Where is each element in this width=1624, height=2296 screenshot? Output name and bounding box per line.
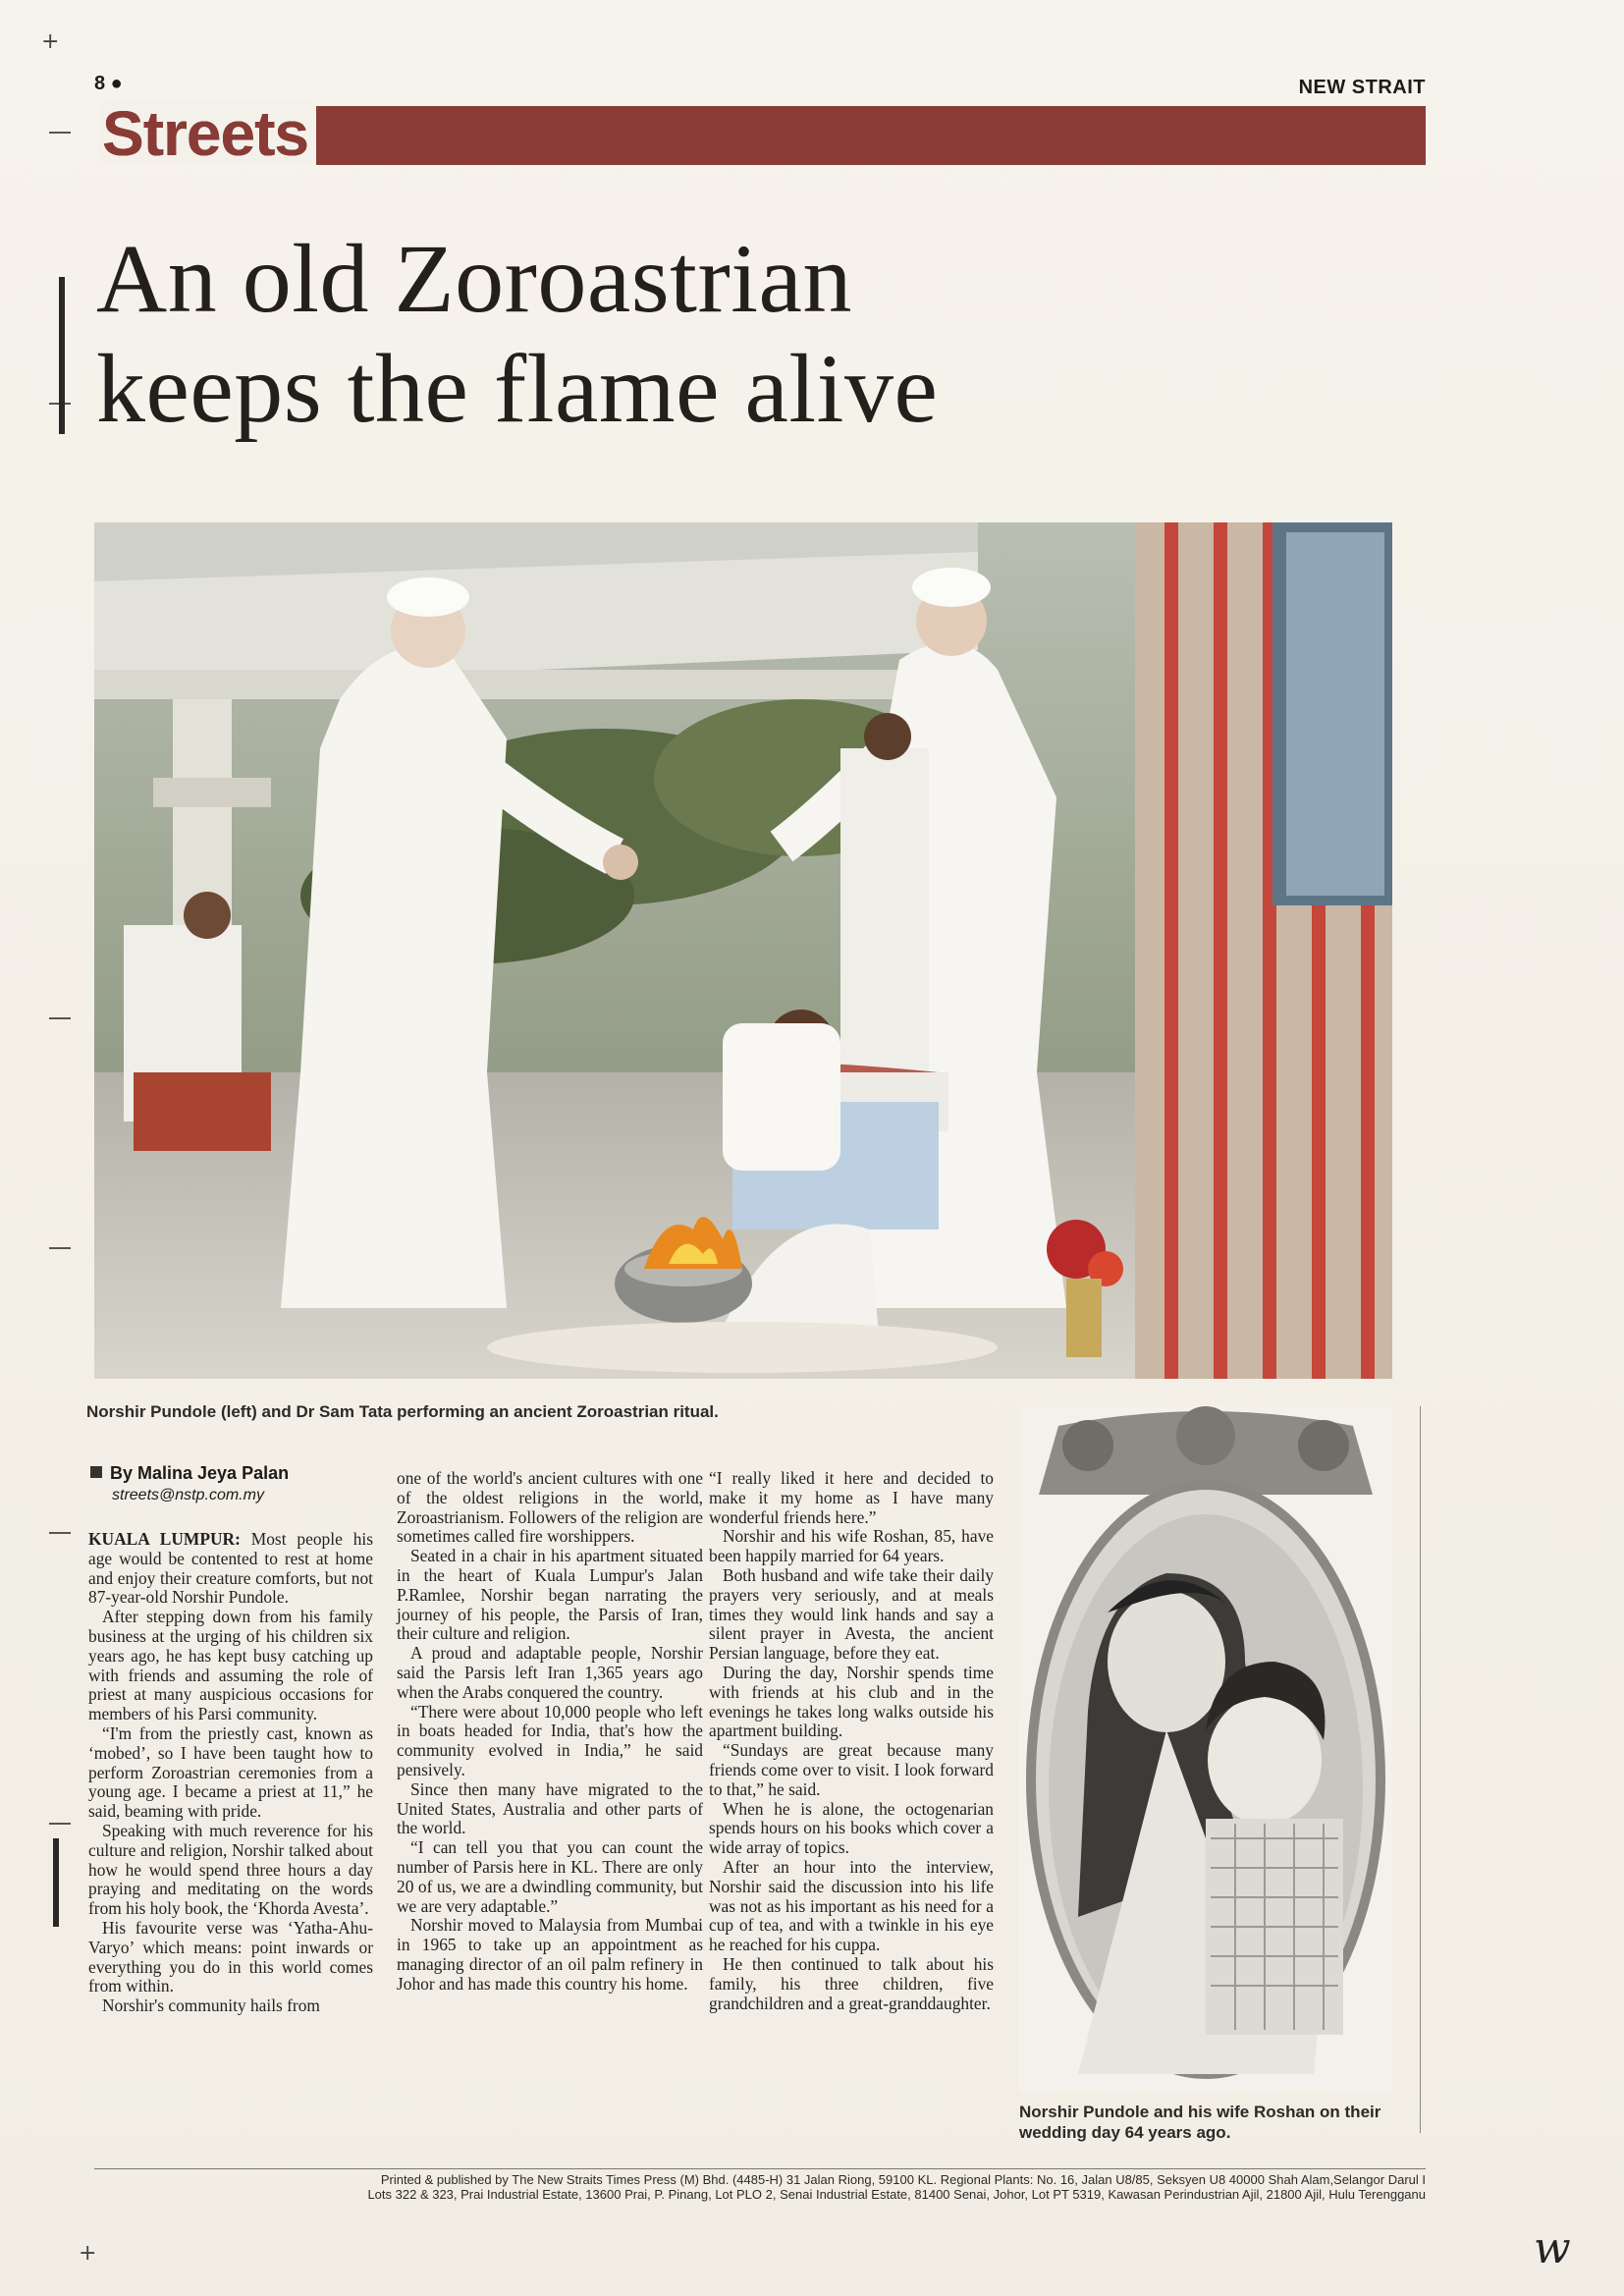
edge-mark xyxy=(49,1823,71,1825)
paragraph: A proud and adaptable people, Norshir said the Parsis left Iran 1,365 years ago when the Arabs conquered the country. xyxy=(397,1643,703,1702)
paragraph: Norshir moved to Malaysia from Mumbai in 1965 to take up an appointment as managing director of an oil palm refinery in Johor and has made this country his home. xyxy=(397,1915,703,1994)
wedding-photo-illustration xyxy=(1019,1406,1392,2092)
binding-mark xyxy=(59,277,65,434)
paragraph: He then continued to talk about his family, his three children, five grandchildren and a great-granddaughter. xyxy=(709,1953,994,2013)
ritual-photo xyxy=(94,522,1392,1379)
section-title: Streets xyxy=(98,102,316,165)
paragraph: “I can tell you that you can count the number of Parsis here in KL. There are only 20 of us, we are a dwindling community, but we are very adaptable.” xyxy=(397,1837,703,1916)
crop-mark-icon: + xyxy=(41,29,60,54)
paragraph: “I really liked it here and decided to make it my home as I have many wonderful friends here.” xyxy=(709,1468,994,1527)
edge-mark xyxy=(49,1247,71,1249)
edge-mark xyxy=(49,132,71,134)
edge-mark xyxy=(49,1017,71,1019)
author-email: streets@nstp.com.my xyxy=(112,1487,264,1503)
paragraph: “I'm from the priestly cast, known as ‘mobed’, so I have been taught how to perform Zoroastrian ceremonies from a young age. I became a priest at 11,” he said, beaming with pride. xyxy=(88,1722,373,1822)
paragraph: His favourite verse was ‘Yatha-Ahu-Varyo’ which means: point inwards or everything you do in this world comes from within. xyxy=(88,1917,373,1996)
paragraph: KUALA LUMPUR: Most people his age would be contented to rest at home and enjoy their creature comforts, but not 87-year-old Norshir Pundole. xyxy=(88,1529,373,1608)
paragraph: Both husband and wife take their daily prayers very seriously, and at meals times they would link hands and say a silent prayer in Avesta, the ancient Persian language, before they eat. xyxy=(709,1564,994,1664)
paragraph: During the day, Norshir spends time with friends at his club and in the evenings he takes long walks outside his apartment building. xyxy=(709,1662,994,1741)
article-column-3 xyxy=(709,1469,994,2013)
dateline: KUALA LUMPUR: xyxy=(88,1529,241,1549)
paragraph: “There were about 10,000 people who left in boats headed for India, that's how the community evolved in India,” he said pensively. xyxy=(397,1701,703,1779)
crop-mark-icon: + xyxy=(79,2241,97,2266)
headline: An old Zoroastrian keeps the flame alive xyxy=(96,224,939,443)
column-rule xyxy=(1420,1406,1421,2133)
paragraph: Speaking with much reverence for his culture and religion, Norshir talked about how he would spend three hours a day praying and meditating on the words from his holy book, the ‘Khorda Avesta’. xyxy=(88,1820,373,1919)
photo-caption: Norshir Pundole (left) and Dr Sam Tata performing an ancient Zoroastrian ritual. xyxy=(86,1402,719,1421)
printer-footer xyxy=(147,2172,1426,2202)
footer-rule xyxy=(94,2168,1426,2169)
paragraph: After an hour into the interview, Norshir said the discussion into his life was not as his important as his need for a cup of tea, and with a twinkle in his eye he reached for his cuppa. xyxy=(709,1856,994,1955)
paragraph: “Sundays are great because many friends come over to visit. I look forward to that,” he said. xyxy=(709,1740,994,1799)
handwritten-annotation: w xyxy=(1534,2223,1571,2273)
wedding-photo-caption: Norshir Pundole and his wife Roshan on their wedding day 64 years ago. xyxy=(1019,2103,1381,2142)
paragraph: one of the world's ancient cultures with one of the oldest religions in the world, Zoroastrianism. Followers of the religion are sometimes called fire worshippers. xyxy=(397,1468,703,1547)
ritual-photo-illustration xyxy=(94,522,1392,1379)
paragraph: Since then many have migrated to the United States, Australia and other parts of the world. xyxy=(397,1778,703,1838)
paragraph: Norshir's community hails from xyxy=(102,1995,320,2016)
paragraph: After stepping down from his family business at the urging of his children six years ago, he has kept busy catching up with friends and assuming the role of priest at many auspicious occasions for members of his Parsi community. xyxy=(88,1607,373,1724)
byline-square-icon xyxy=(90,1466,102,1478)
article-column-2 xyxy=(397,1469,703,1995)
footer-line: Printed & published by The New Straits Times Press (M) Bhd. (4485-H) 31 Jalan Riong, 59100 KL. Regional Plants: No. 16, Jalan U8/85, Seksyen U8 40000 Shah Alam,Selangor Darul I xyxy=(380,2172,1426,2187)
edge-mark xyxy=(49,1532,71,1534)
paragraph: Seated in a chair in his apartment situated in the heart of Kuala Lumpur's Jalan P.Ramlee, Norshir began narrating the journey of his people, the Parsis of Iran, their culture and religion. xyxy=(397,1546,703,1644)
article-column-1 xyxy=(88,1530,373,2016)
byline: By Malina Jeya Palan xyxy=(90,1463,289,1484)
wedding-photo xyxy=(1019,1406,1392,2092)
paragraph: Norshir and his wife Roshan, 85, have been happily married for 64 years. xyxy=(709,1526,994,1566)
paragraph: When he is alone, the octogenarian spends hours on his books which cover a wide array of topics. xyxy=(709,1798,994,1858)
paper-name: NEW STRAIT xyxy=(1298,77,1426,98)
page-number: 8 ● xyxy=(94,73,123,94)
binding-mark xyxy=(53,1838,59,1927)
footer-line: Lots 322 & 323, Prai Industrial Estate, 13600 Prai, P. Pinang, Lot PLO 2, Senai Industrial Estate, 81400 Senai, Johor, Lot PT 5319, Kawasan Perindustrian Ajil, 21800 Ajil, Hulu Terengganu xyxy=(367,2187,1426,2202)
